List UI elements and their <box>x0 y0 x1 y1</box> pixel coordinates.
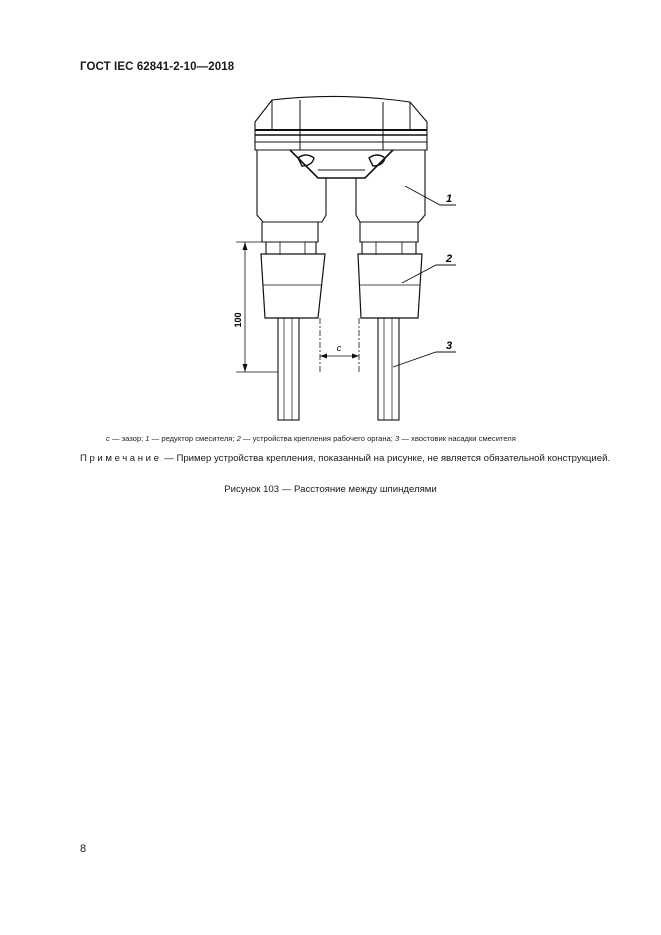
legend-text-2: — устройства крепления рабочего органа; <box>240 434 395 443</box>
document-header: ГОСТ IEC 62841-2-10—2018 <box>80 61 235 73</box>
legend-symbol-2: 2 <box>236 434 241 443</box>
callout-3: 3 <box>446 340 453 352</box>
figure-legend <box>106 434 626 443</box>
attachment-right <box>358 254 422 318</box>
attachment-left <box>261 254 325 318</box>
legend-text-3: — хвостовик насадки смесителя <box>399 434 516 443</box>
legend-symbol-1: 1 <box>145 434 150 443</box>
callout-1: 1 <box>446 193 453 205</box>
legend-symbol-3: 3 <box>394 434 400 443</box>
legend-text-c: — зазор; <box>109 434 146 443</box>
note-text: — Пример устройства крепления, показанный на рисунке, не является обязательной конструкцией. <box>161 453 611 464</box>
mixer-figure <box>220 92 470 426</box>
dimension-100-label: 100 <box>233 312 243 328</box>
figure-note <box>80 452 615 465</box>
figure-title: Рисунок 103 — Расстояние между шпинделями <box>224 484 437 495</box>
note-label: Примечание <box>80 453 162 464</box>
shank-right <box>378 318 399 420</box>
gap-c-label: c <box>336 343 342 353</box>
legend-text-1: — редуктор смесителя; <box>149 434 237 443</box>
legend-symbol-c: c <box>106 434 110 443</box>
callout-2: 2 <box>446 253 453 265</box>
mixer-drawing <box>220 92 470 426</box>
page-number: 8 <box>80 843 87 855</box>
shank-left <box>278 318 299 420</box>
